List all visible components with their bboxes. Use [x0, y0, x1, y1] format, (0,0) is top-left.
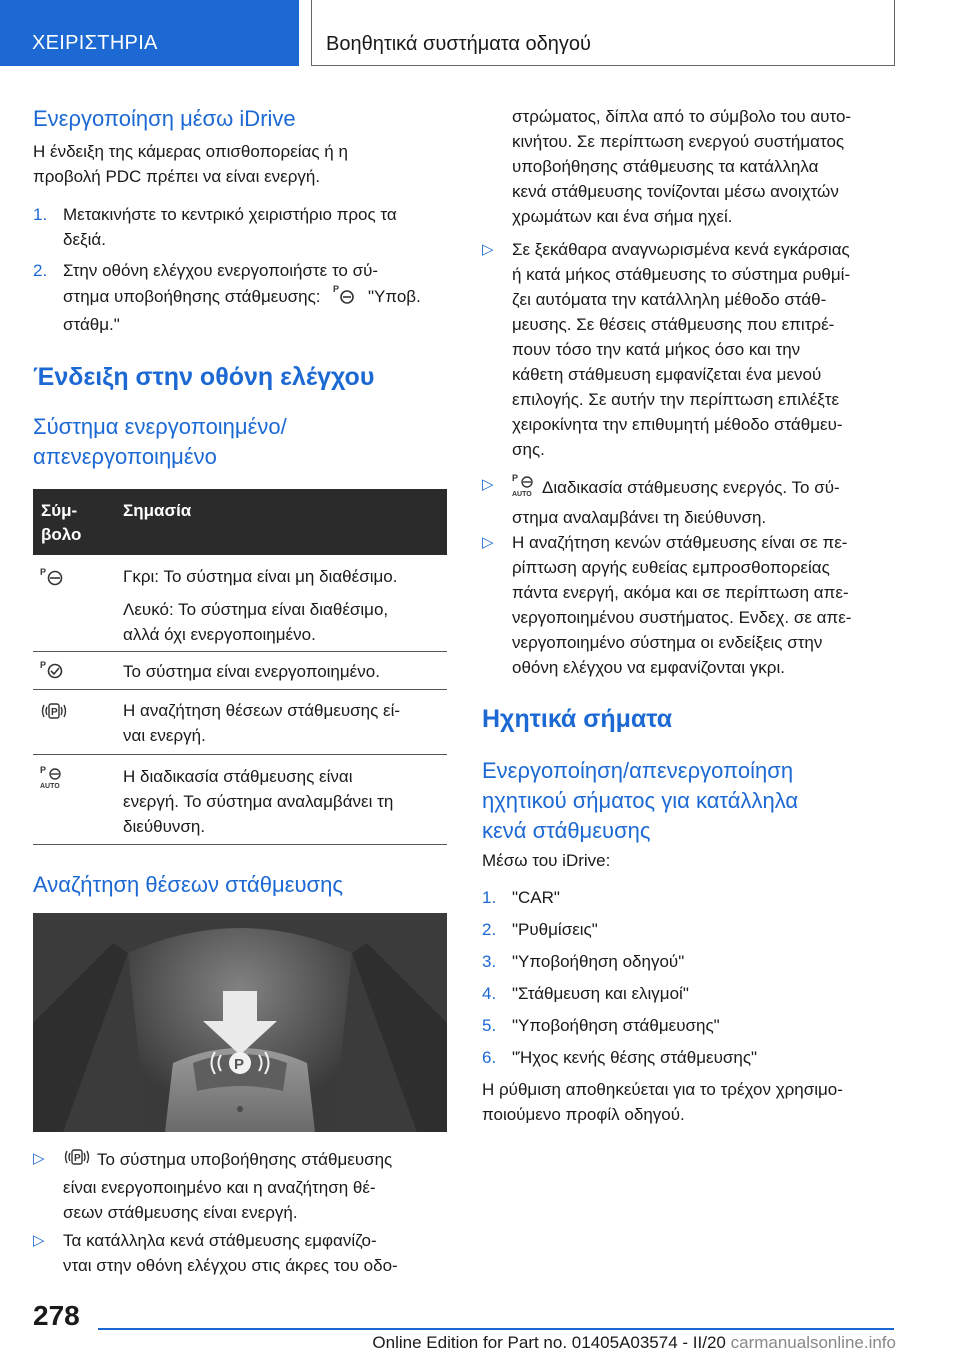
svg-text:AUTO: AUTO — [40, 783, 60, 790]
bullet-system-active: ▷ P Το σύστημα υποβοήθησης στάθμευσης είναι ενεργοποιημένο και η αναζήτηση θέ- σεων στάθμευσης είναι ενεργή. — [33, 1146, 447, 1225]
parking-space-search-icon — [63, 1146, 91, 1175]
watermark: carmanualsonline.info — [730, 1333, 896, 1352]
heading-display: Ένδειξη στην οθόνη ελέγχου — [33, 363, 375, 391]
bullet-search-always: ▷ Η αναζήτηση κενών στάθμευσης είναι σε πε- ρίπτωση αργής ευθείας εμπροσθοπορείας πάντα ενεργή, ακόμα και σε περίπτωση απε- νεργοποιημένου συστήματος. Ενδεχ. σε απε- νεργοποιημένο σύστημα οι ενδείξεις στην οθόνη ελέγχου να εμφανίζονται γκρι. — [482, 533, 852, 677]
parking-assistant-active-icon — [40, 659, 64, 684]
step-2: 2. Στην οθόνη ελέγχου ενεργοποιήστε το σύ- στημα υποβοήθησης στάθμευσης: P "Υποβ. στάθμ." — [33, 261, 421, 334]
footer-edition: Online Edition for Part no. 01405A03574 - II/20 carmanualsonline.info — [372, 1333, 896, 1352]
parking-assistant-icon — [333, 283, 355, 312]
footer-rule — [98, 1328, 894, 1330]
paragraph-continued: στρώματος, δίπλα από το σύμβολο του αυτο- κινήτου. Σε περίπτωση ενεργού συστήματος υποβοήθησης στάθμευσης τα κατάλληλα κενά στάθμευσης τονίζονται μέσω ανοιχτών χρωμάτων και ένα σήμα ηχεί. — [512, 107, 852, 226]
bullet-suitable-spaces: ▷ Τα κατάλληλα κενά στάθμευσης εμφανίζο- νται στην οθόνη ελέγχου στις άκρες του οδο- — [33, 1231, 398, 1275]
svg-text:P: P — [51, 707, 58, 718]
svg-text:P: P — [333, 284, 340, 294]
svg-text:P: P — [40, 660, 47, 670]
step-1: 1. Μετακινήστε το κεντρικό χειριστήριο προς τα δεξιά. — [33, 205, 397, 249]
chapter-title: Βοηθητικά συστήματα οδηγού — [311, 0, 895, 66]
heading-acoustic-signals: Ηχητικά σήματα — [482, 705, 673, 733]
table-row: Γκρι: Το σύστημα είναι μη διαθέσιμο. Λευκό: Το σύστημα είναι διαθέσιμο, αλλά όχι ενεργοποιημένο. — [123, 567, 398, 644]
heading-space-search: Αναζήτηση θέσεων στάθμευσης — [33, 872, 343, 897]
svg-text:P: P — [40, 567, 47, 577]
row-divider — [33, 844, 447, 845]
heading-toggle-signal: Ενεργοποίηση/απενεργοποίηση ηχητικού σήματος για κατάλληλα κενά στάθμευσης — [482, 758, 799, 843]
svg-text:P: P — [40, 765, 47, 775]
parking-auto-icon — [40, 764, 64, 795]
table-header: Σύμ- βολο Σημασία — [33, 489, 447, 555]
parking-space-search-icon — [40, 700, 68, 727]
profile-note: Η ρύθμιση αποθηκεύεται για το τρέχον χρησιμο- ποιούμενο προφίλ οδηγού. — [482, 1080, 843, 1124]
row-divider — [33, 651, 447, 652]
table-row: Η διαδικασία στάθμευσης είναι ενεργή. Το σύστημα αναλαμβάνει τη διεύθυνση. — [123, 767, 394, 836]
table-row: Η αναζήτηση θέσεων στάθμευσης εί- ναι ενεργή. — [123, 701, 401, 745]
table-row: Το σύστημα είναι ενεργοποιημένο. — [123, 662, 380, 681]
parking-search-illustration — [33, 913, 447, 1132]
row-divider — [33, 689, 447, 690]
row-divider — [33, 754, 447, 755]
bullet-auto-method: ▷ Σε ξεκάθαρα αναγνωρισμένα κενά εγκάρσιας ή κατά μήκος στάθμευσης το σύστημα ρυθμί- ζει αυτόματα την κατάλληλη μέθοδο στάθ- μευσης. Σε θέσεις στάθμευσης που επιτρέ- πουν τόσο την κατά μήκος όσο και την κάθετη στάθμευση εμφανίζεται ένα μενού επιλογής. Σε αυτήν την περίπτωση επιλέξτε χειροκίνητα την επιθυμητή μέθοδο στάθμευ- σης. — [482, 240, 851, 459]
bullet-parking-active: ▷ P AUTO Διαδικασία στάθμευσης ενεργός. Το σύ- στημα αναλαμβάνει τη διεύθυνση. — [482, 473, 840, 527]
via-idrive: Μέσω του iDrive: — [482, 851, 611, 870]
heading-activate-idrive: Ενεργοποίηση μέσω iDrive — [33, 106, 296, 131]
parking-auto-icon — [512, 472, 536, 505]
svg-text:P: P — [74, 1153, 81, 1164]
paragraph-idrive: Η ένδειξη της κάμερας οπισθοπορείας ή η προβολή PDC πρέπει να είναι ενεργή. — [33, 142, 348, 186]
svg-text:P: P — [512, 473, 519, 483]
settings-steps: 1. "CAR" 2. "Ρυθμίσεις" 3. "Υποβοήθηση οδηγού" 4. "Στάθμευση και ελιγμοί" 5. "Υποβοήθηση στάθμευσης" 6. "Ήχος κενής θέσης στάθμευσης" — [482, 888, 758, 1067]
svg-text:P: P — [234, 1056, 245, 1073]
section-tab: ΧΕΙΡΙΣΤΗΡΙΑ — [0, 0, 299, 66]
parking-assistant-grey-icon — [40, 566, 64, 591]
page-number: 278 — [33, 1300, 80, 1331]
svg-text:AUTO: AUTO — [512, 491, 532, 498]
heading-system-status: Σύστημα ενεργοποιημένο/ απενεργοποιημένο — [33, 414, 287, 469]
